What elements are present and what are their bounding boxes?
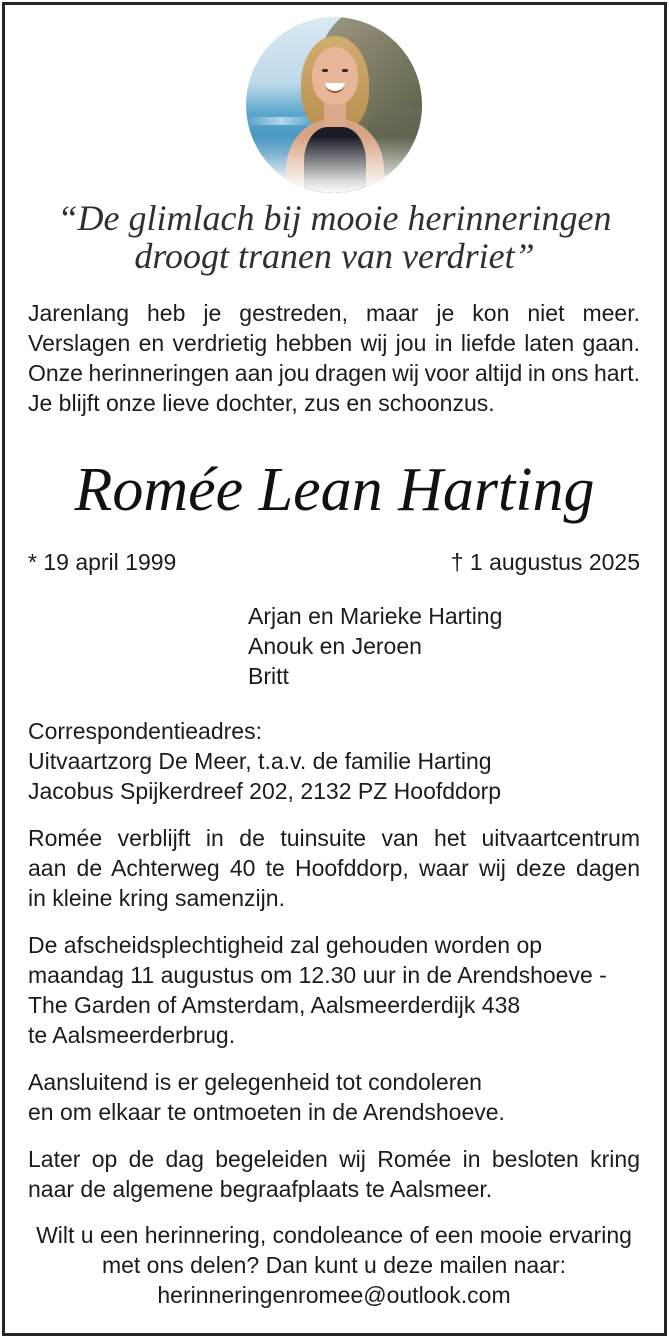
ceremony-line: The Garden of Amsterdam, Aalsmeerderdijk 438: [28, 992, 521, 1018]
correspondence-address: [28, 716, 640, 806]
address-heading: Correspondentieadres:: [28, 718, 262, 744]
burial-line: naar de algemene begraafplaats te Aalsmeer.: [28, 1176, 493, 1202]
burial-line: Later op de dag begeleiden wij Romée in besloten kring: [28, 1146, 640, 1172]
ceremony-line: maandag 11 augustus om 12.30 uur in de Arendshoeve -: [28, 962, 607, 988]
birth-date: * 19 april 1999: [28, 549, 177, 575]
lying-in-state-paragraph: [28, 823, 640, 913]
intro-line: Jarenlang heb je gestreden, maar je kon niet meer.: [28, 300, 640, 326]
address-line: Jacobus Spijkerdreef 202, 2132 PZ Hoofddorp: [28, 778, 502, 804]
portrait-photo: [246, 17, 422, 193]
family-list: [248, 601, 502, 691]
memories-line: met ons delen? Dan kunt u deze mailen naar:: [101, 1252, 567, 1278]
quote-line: droogt tranen van verdriet”: [134, 236, 535, 276]
condolence-paragraph: [28, 1067, 640, 1127]
memorial-quote: [0, 199, 669, 275]
intro-line: Onze herinneringen aan jou dragen wij voor altijd in ons hart.: [28, 360, 640, 386]
life-dates: [28, 547, 640, 577]
memories-request: [28, 1220, 640, 1310]
burial-paragraph: [28, 1144, 640, 1204]
quote-line: “De glimlach bij mooie herinneringen: [57, 198, 612, 238]
photo-fade: [246, 17, 422, 193]
ceremony-paragraph: [28, 930, 640, 1050]
family-member: Anouk en Jeroen: [248, 633, 422, 659]
memories-line: Wilt u een herinnering, condoleance of een mooie ervaring: [36, 1222, 632, 1248]
lying-in-state-line: in kleine kring samenzijn.: [28, 885, 285, 911]
lying-in-state-line: aan de Achterweg 40 te Hoofddorp, waar wij deze dagen: [28, 855, 640, 881]
intro-paragraph: [28, 298, 640, 418]
address-line: Uitvaartzorg De Meer, t.a.v. de familie Harting: [28, 748, 492, 774]
intro-line: Verslagen en verdrietig hebben wij jou in liefde laten gaan.: [28, 330, 640, 356]
email-address: herinneringenromee@outlook.com: [157, 1282, 511, 1308]
ceremony-line: De afscheidsplechtigheid zal gehouden worden op: [28, 932, 543, 958]
family-member: Arjan en Marieke Harting: [248, 603, 503, 629]
death-date: † 1 augustus 2025: [450, 549, 640, 575]
family-member: Britt: [248, 663, 289, 689]
condolence-line: en om elkaar te ontmoeten in de Arendshoeve.: [28, 1099, 505, 1125]
condolence-line: Aansluitend is er gelegenheid tot condoleren: [28, 1069, 482, 1095]
intro-line: Je blijft onze lieve dochter, zus en schoonzus.: [28, 390, 495, 416]
lying-in-state-line: Romée verblijft in de tuinsuite van het uitvaartcentrum: [28, 825, 640, 851]
deceased-name: Romée Lean Harting: [74, 456, 595, 524]
ceremony-line: te Aalsmeerderbrug.: [28, 1022, 236, 1048]
